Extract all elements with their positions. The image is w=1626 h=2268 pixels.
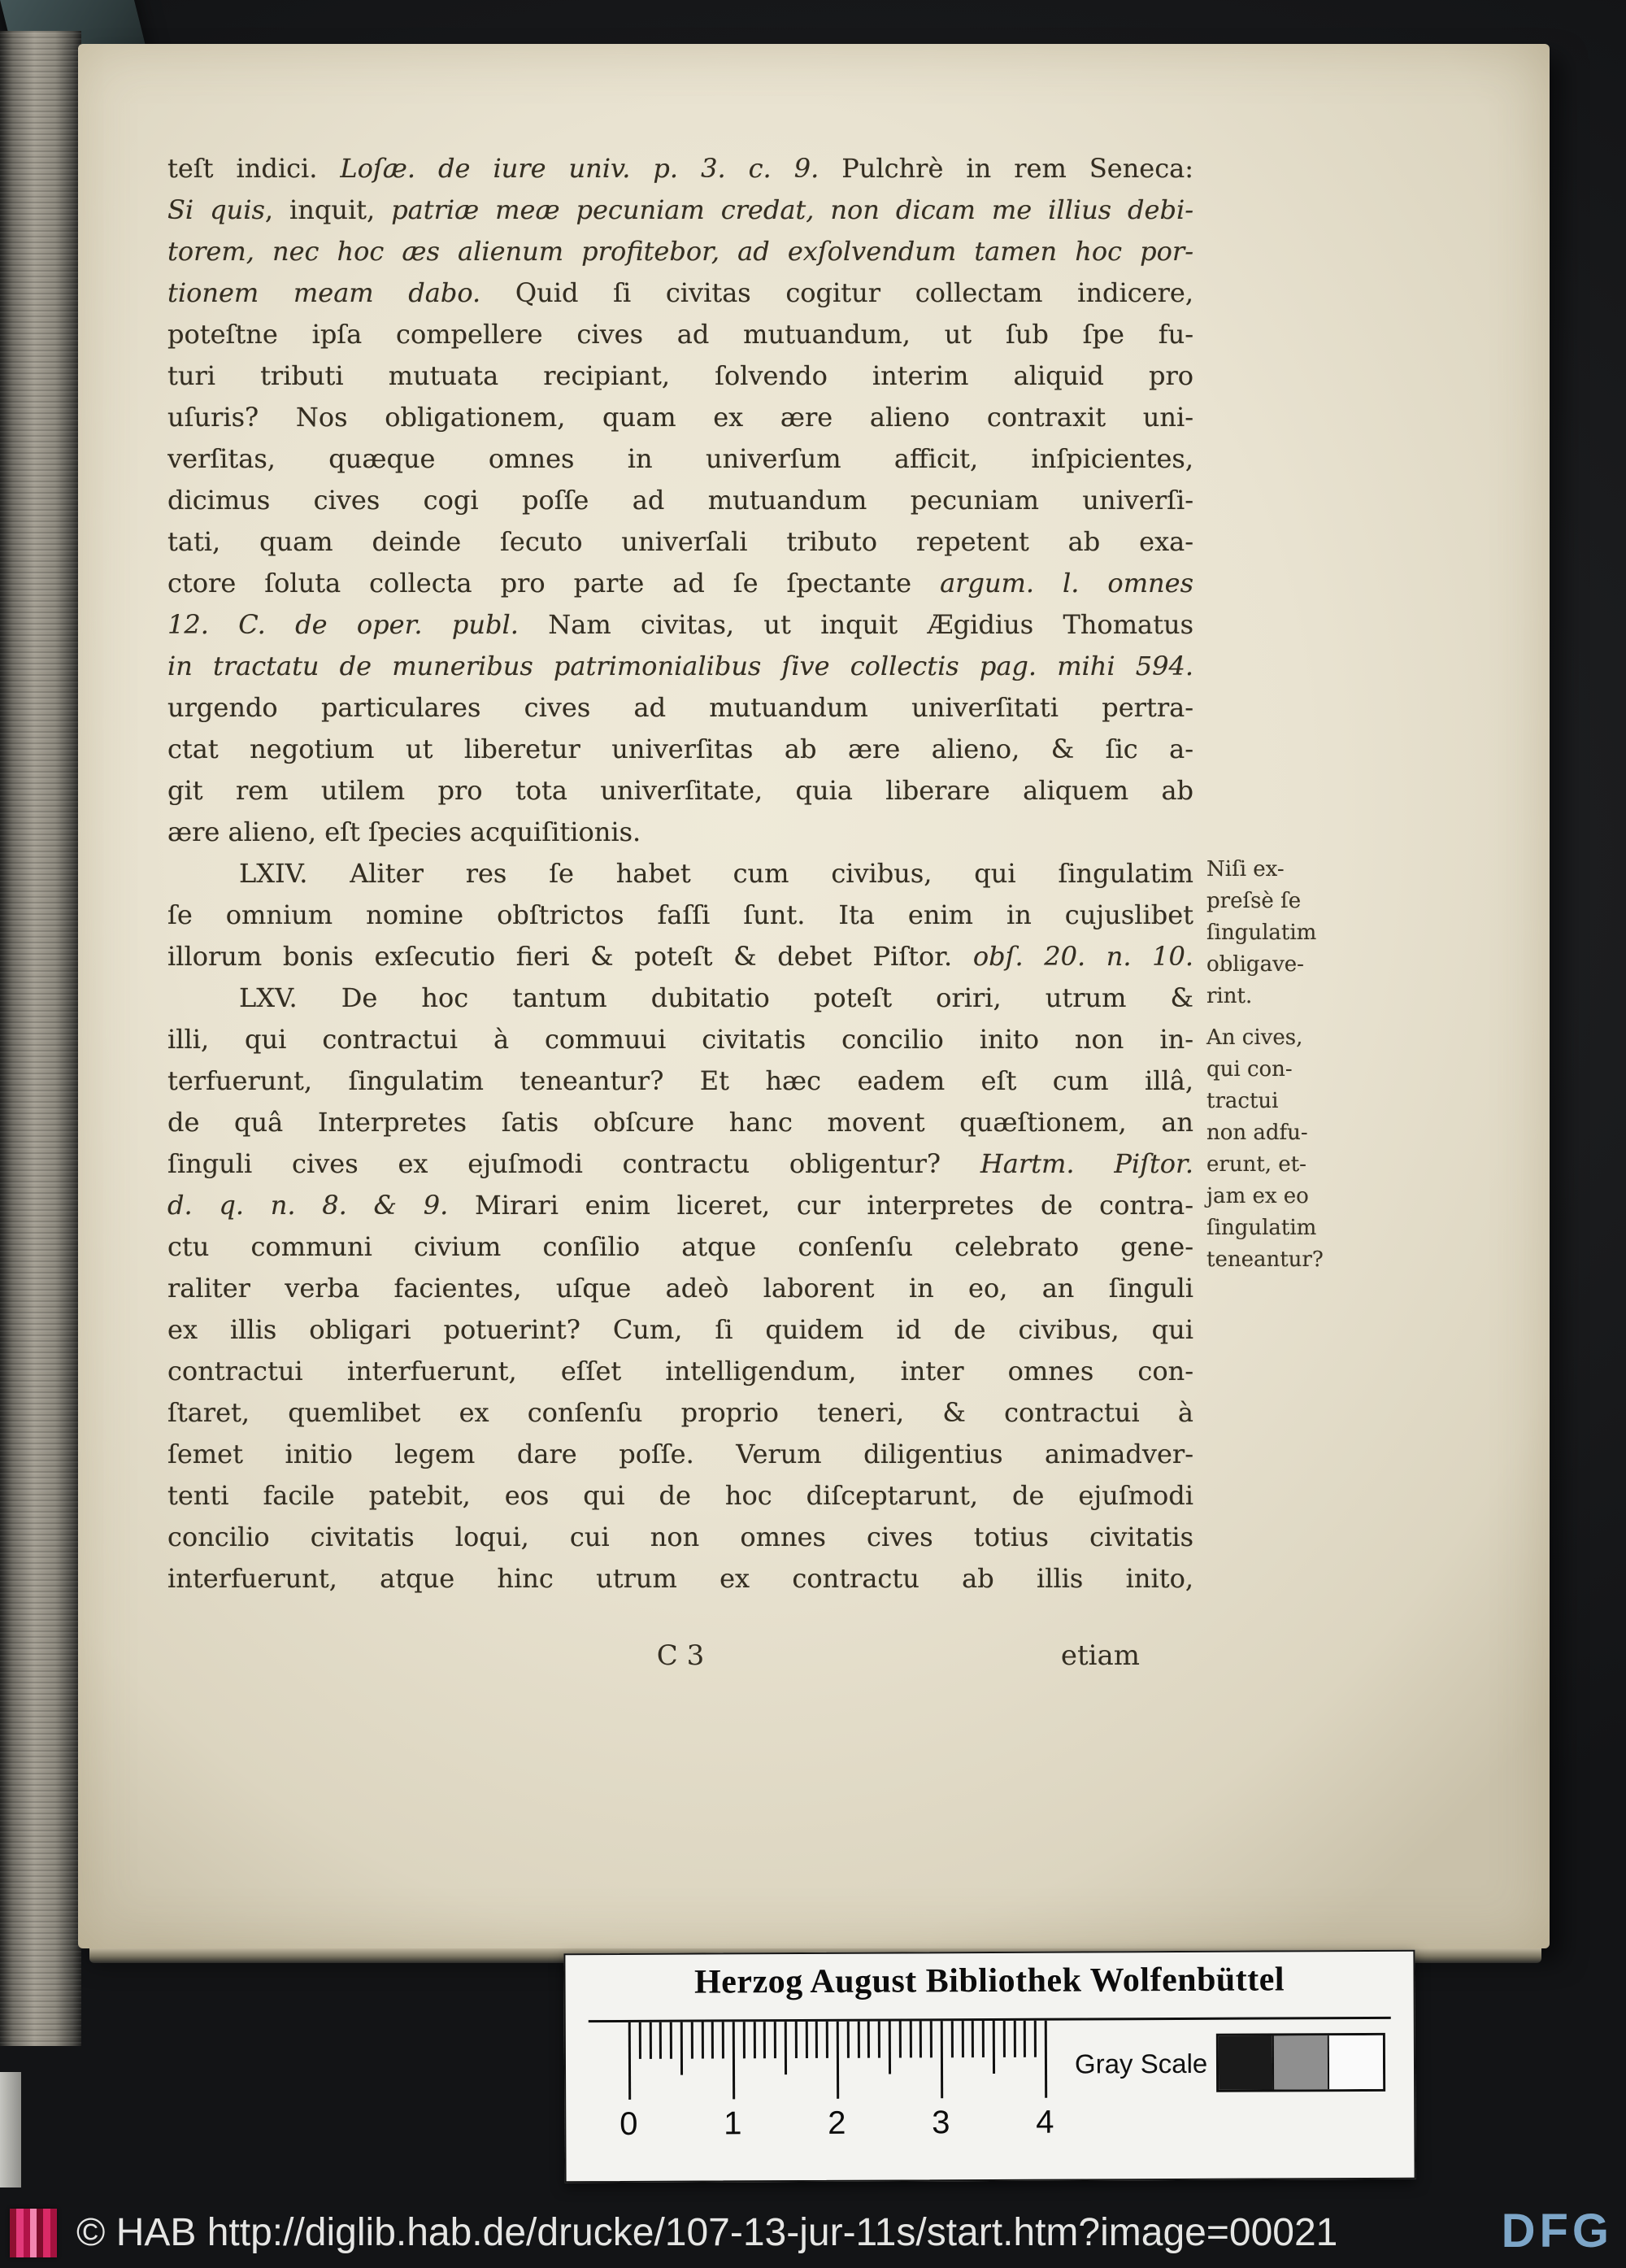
text-line: poteſtne ipſa compellere cives ad mutuandum, ut ſub ſpe fu-	[167, 319, 1193, 350]
ruler-numbers	[620, 2104, 1054, 2148]
margin-note-line: An cives,	[1206, 1025, 1303, 1050]
text-line: illi, qui contractui à commuui civitatis concilio inito non in-	[167, 1024, 1193, 1055]
ruler-tick	[805, 2022, 807, 2058]
text-line: 12. C. de oper. publ. Nam civitas, ut inquit Ægidius Thomatus	[167, 609, 1193, 640]
ruler-number: 0	[620, 2105, 638, 2142]
text-line: ex illis obligari potuerint? Cum, ſi quidem id de civibus, qui	[167, 1314, 1193, 1345]
ruler-tick	[743, 2022, 746, 2058]
margin-note-line: preſsè ſe	[1206, 889, 1302, 913]
ruler-tick	[659, 2022, 662, 2059]
ruler-tick	[961, 2021, 963, 2057]
text-line: d. q. n. 8. & 9. Mirari enim liceret, cur interpretes de contra-	[167, 1190, 1193, 1221]
ruler-number: 4	[1036, 2104, 1054, 2140]
text-line: illorum bonis exſecutio fieri & poteſt & debet Piſtor. obſ. 20. n. 10.	[167, 941, 1193, 972]
ruler-tick	[920, 2021, 922, 2057]
text-line: ſe omnium nomine obſtrictos faſſi ſunt. Ita enim in cujuslibet	[167, 899, 1193, 930]
ruler-tick	[763, 2022, 766, 2058]
calibration-card	[563, 1950, 1415, 2183]
ruler-tick	[639, 2022, 641, 2059]
ruler-tick	[941, 2021, 943, 2098]
text-line: contractui interfuerunt, eſſet intelligendum, inter omnes con-	[167, 1356, 1193, 1386]
copyright-url: © HAB http://diglib.hab.de/drucke/107-13-jur-11s/start.htm?image=00021	[76, 2211, 1338, 2254]
ruler-number: 1	[724, 2105, 742, 2142]
ruler-tick	[701, 2022, 703, 2059]
ruler-tick	[982, 2021, 985, 2057]
margin-note-line: ſingulatim	[1206, 1216, 1317, 1240]
text-line: Si quis, inquit, patriæ meæ pecuniam credat, non dicam me illius debi-	[167, 194, 1193, 225]
text-line: urgendo particulares cives ad mutuandum univerſitati pertra-	[167, 692, 1193, 723]
ruler-tick	[1013, 2021, 1015, 2057]
ruler-tick	[889, 2022, 891, 2074]
ruler-tick	[951, 2021, 954, 2057]
gray-patch-gray	[1272, 2035, 1329, 2089]
book-fore-edge-pages	[0, 31, 81, 2046]
ruler-tick	[867, 2022, 870, 2058]
ruler-tick	[1045, 2021, 1047, 2098]
ruler-tick	[878, 2022, 880, 2058]
ruler-tick	[815, 2022, 818, 2058]
text-line: ære alieno, eſt ſpecies acquiſitionis.	[167, 816, 641, 847]
ruler-ticks	[628, 2021, 1048, 2104]
margin-note-line: tractui	[1206, 1089, 1279, 1113]
library-name: Herzog August Bibliothek Wolfenbüttel	[693, 1961, 1285, 2001]
ruler-tick	[711, 2022, 714, 2058]
ruler-tick	[1034, 2021, 1037, 2057]
text-line: ctu communi civium conſilio atque conſenſu celebrato gene-	[167, 1231, 1193, 1262]
text-line: uſuris? Nos obligationem, quam ex ære alieno contraxit uni-	[167, 402, 1193, 433]
text-line: LXV. De hoc tantum dubitatio poteſt oriri, utrum &	[239, 982, 1193, 1013]
ruler-tick	[1003, 2021, 1006, 2057]
ruler-tick	[670, 2022, 672, 2059]
text-line: ctore ſoluta collecta pro parte ad ſe ſpectante argum. l. omnes	[167, 568, 1193, 599]
dfg-logo: DFG	[1501, 2205, 1613, 2257]
gray-patch-white	[1329, 2035, 1383, 2089]
ruler-tick	[785, 2022, 787, 2074]
margin-note-line: jam ex eo	[1206, 1184, 1309, 1208]
margin-note-line: teneantur?	[1206, 1247, 1324, 1272]
color-bar-icon	[10, 2209, 57, 2257]
margin-note-line: Niſi ex-	[1206, 857, 1285, 882]
text-line: LXIV. Aliter res ſe habet cum civibus, qui ſingulatim	[239, 858, 1193, 889]
margin-note-block	[1206, 1022, 1373, 1276]
text-line: tenti facile patebit, eos qui de hoc diſceptarunt, de ejuſmodi	[167, 1480, 1193, 1511]
text-line: git rem utilem pro tota univerſitate, quia liberare aliquem ab	[167, 775, 1193, 806]
margin-note-line: rint.	[1206, 984, 1253, 1008]
ruler-tick	[857, 2022, 859, 2058]
text-line: dicimus cives cogi poſſe ad mutuandum pecuniam univerſi-	[167, 485, 1193, 516]
margin-note-line: non adfu-	[1206, 1121, 1308, 1145]
ruler-number: 3	[932, 2105, 950, 2141]
text-block	[167, 148, 1193, 1600]
ruler-tick	[837, 2022, 839, 2099]
ruler-tick	[972, 2021, 974, 2057]
margin-note-block	[1206, 854, 1373, 1012]
text-line: ſinguli cives ex ejuſmodi contractu obligentur? Hartm. Piſtor.	[167, 1148, 1193, 1179]
text-line: raliter verba facientes, uſque adeò laborent in eo, an ſinguli	[167, 1273, 1193, 1304]
text-line: tionem meam dabo. Quid ſi civitas cogitur collectam indicere,	[167, 277, 1193, 308]
gray-patch-black	[1219, 2035, 1272, 2089]
text-line: concilio civitatis loqui, cui non omnes cives totius civitatis	[167, 1521, 1193, 1552]
gray-scale-patches	[1216, 2033, 1385, 2092]
text-line: terfuerunt, ſingulatim teneantur? Et hæc eadem eſt cum illâ,	[167, 1065, 1193, 1096]
text-line: tati, quam deinde ſecuto univerſali tributo repetent ab exa-	[167, 526, 1193, 557]
text-line: verſitas, quæque omnes in univerſum afficit, inſpicientes,	[167, 443, 1193, 474]
text-line: interfuerunt, atque hinc utrum ex contractu ab illis inito,	[167, 1563, 1193, 1594]
text-line: turi tributi mutuata recipiant, ſolvendo interim aliquid pro	[167, 360, 1193, 391]
margin-note-line: qui con-	[1206, 1057, 1293, 1082]
catchword: etiam	[1060, 1639, 1140, 1672]
ruler-tick	[899, 2021, 902, 2057]
ruler-tick	[649, 2022, 651, 2059]
text-line: in tractatu de muneribus patrimonialibus ſive collectis pag. mihi 594.	[167, 651, 1193, 681]
text-line: ſtaret, quemlibet ex conſenſu proprio teneri, & contractui à	[167, 1397, 1193, 1428]
ruler-tick	[795, 2022, 798, 2058]
ruler-tick	[722, 2022, 724, 2058]
ruler-tick	[930, 2021, 933, 2057]
signature-mark: C 3	[656, 1639, 705, 1672]
ruler-tick	[847, 2022, 850, 2058]
margin-note-line: ſingulatim	[1206, 921, 1317, 945]
margin-note-line: erunt, et-	[1206, 1152, 1306, 1177]
ruler-tick	[826, 2022, 828, 2058]
spine-label	[0, 2072, 21, 2187]
text-line: ctat negotium ut liberetur univerſitas ab ære alieno, & ſic a-	[167, 734, 1193, 764]
ruler-tick	[628, 2022, 631, 2100]
text-line: ſemet initio legem dare poſſe. Verum diligentius animadver-	[167, 1439, 1193, 1469]
text-line: de quâ Interpretes ſatis obſcure hanc movent quæſtionem, an	[167, 1107, 1193, 1138]
text-line: teſt indici. Loſæ. de iure univ. p. 3. c. 9. Pulchrè in rem Seneca:	[167, 153, 1193, 184]
ruler-tick	[733, 2022, 735, 2099]
ruler-tick	[909, 2021, 911, 2057]
ruler-tick	[680, 2022, 683, 2075]
ruler-tick	[691, 2022, 693, 2059]
ruler-tick	[753, 2022, 755, 2058]
text-line: torem, nec hoc æs alienum profitebor, ad exſolvendum tamen hoc por-	[167, 236, 1193, 267]
ruler-number: 2	[828, 2105, 846, 2141]
ruler-tick	[774, 2022, 776, 2058]
gray-scale-label: Gray Scale	[1074, 2048, 1208, 2079]
signature-row	[167, 1639, 1193, 1682]
ruler-tick	[993, 2021, 995, 2074]
margin-note-line: obligave-	[1206, 952, 1304, 977]
ruler-tick	[1024, 2021, 1026, 2057]
